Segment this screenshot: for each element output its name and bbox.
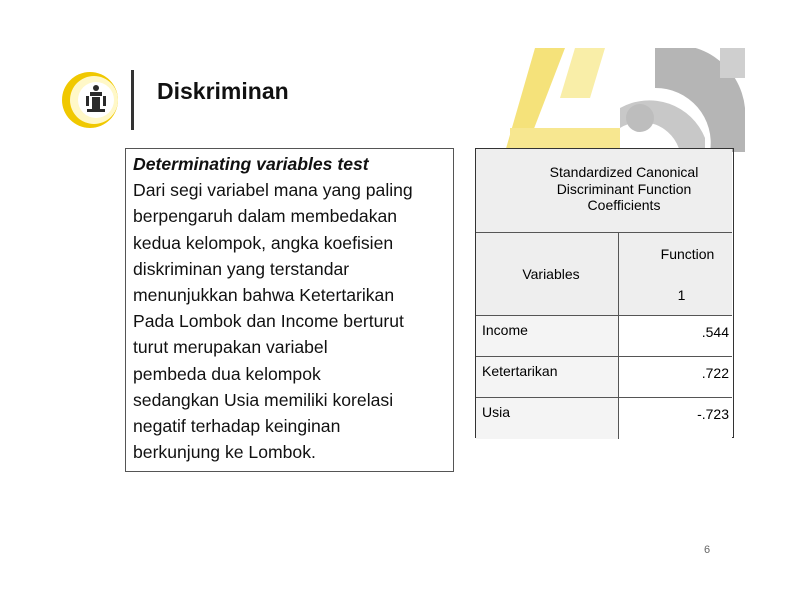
textbox-line: diskriminan yang terstandar (133, 258, 350, 279)
textbox-line: pembeda dua kelompok (133, 363, 321, 384)
function-header: Function (619, 233, 732, 275)
function-number-header: 1 (619, 275, 732, 316)
row-value-income: .544 (619, 316, 732, 357)
explanation-textbox (125, 148, 454, 472)
textbox-line: menunjukkan bahwa Ketertarikan (133, 285, 395, 306)
textbox-line: kedua kelompok, angka koefisien (133, 232, 394, 253)
university-logo (60, 70, 120, 130)
textbox-line: negatif terhadap keinginan (133, 416, 341, 437)
slide-title: Diskriminan (157, 78, 289, 104)
variables-header: Variables (476, 233, 619, 316)
textbox-line: berkunjung ke Lombok. (133, 442, 316, 463)
table-title-line: Standardized Canonical (549, 164, 699, 180)
textbox-line: sedangkan Usia memiliki korelasi (133, 389, 394, 410)
coefficients-table (475, 148, 734, 438)
textbox-line: Pada Lombok dan Income berturut (133, 311, 404, 332)
table-title (476, 149, 732, 233)
page-number: 6 (704, 544, 711, 556)
table-title-line: Coefficients (587, 197, 661, 213)
row-label-income: Income (476, 316, 619, 357)
row-label-usia: Usia (476, 398, 619, 439)
textbox-heading: Determinating variables test (133, 154, 369, 174)
row-value-ketertarikan: .722 (619, 357, 732, 398)
decorative-watermark (505, 48, 745, 152)
row-label-ketertarikan: Ketertarikan (476, 357, 619, 398)
table-title-line: Discriminant Function (556, 180, 692, 197)
textbox-line: berpengaruh dalam membedakan (133, 206, 398, 227)
header-divider (131, 70, 134, 130)
textbox-line: turut merupakan variabel (133, 337, 328, 358)
row-value-usia: -.723 (619, 398, 732, 439)
textbox-line: Dari segi variabel mana yang paling (133, 180, 413, 201)
